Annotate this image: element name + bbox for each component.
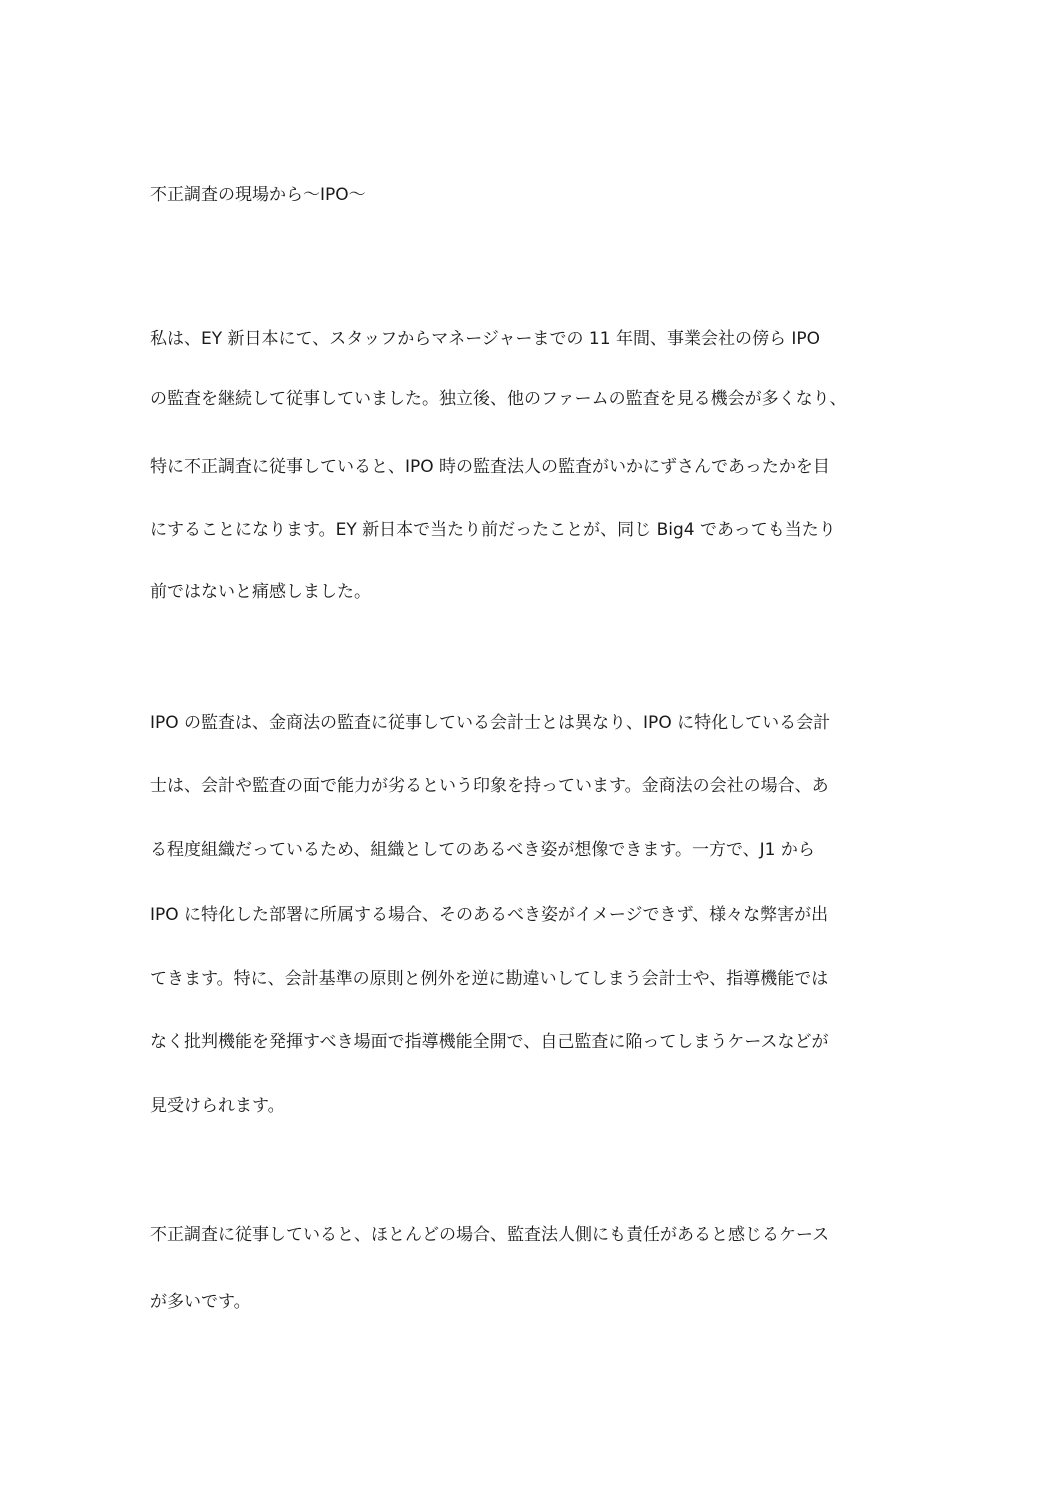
paragraph-1-line-3: 特に不正調査に従事していると、IPO 時の監査法人の監査がいかにずさんであったかを目 — [150, 457, 830, 477]
paragraph-2-line-7: 見受けられます。 — [150, 1096, 285, 1116]
paragraph-3-line-1: 不正調査に従事していると、ほとんどの場合、監査法人側にも責任があると感じるケース — [150, 1225, 830, 1245]
paragraph-1-line-4: にすることになります。EY 新日本で当たり前だったことが、同じ Big4 であっても当たり — [150, 520, 836, 540]
paragraph-3-line-2: が多いです。 — [150, 1292, 251, 1312]
paragraph-2-line-1: IPO の監査は、金商法の監査に従事している会計士とは異なり、IPO に特化している会計 — [150, 713, 831, 733]
document-title: 不正調査の現場から～IPO～ — [150, 185, 366, 205]
paragraph-2-line-5: てきます。特に、会計基準の原則と例外を逆に勘違いしてしまう会計士や、指導機能では — [150, 969, 829, 989]
paragraph-2-line-6: なく批判機能を発揮すべき場面で指導機能全開で、自己監査に陥ってしまうケースなどが — [150, 1032, 829, 1052]
paragraph-1-line-2: の監査を継続して従事していました。独立後、他のファームの監査を見る機会が多くなり、 — [150, 389, 847, 409]
paragraph-1-line-5: 前ではないと痛感しました。 — [150, 582, 371, 602]
paragraph-2-line-3: る程度組織だっているため、組織としてのあるべき姿が想像できます。一方で、J1 から — [150, 840, 815, 860]
paragraph-2-line-4: IPO に特化した部署に所属する場合、そのあるべき姿がイメージできず、様々な弊害が出 — [150, 905, 829, 925]
paragraph-2-line-2: 士は、会計や監査の面で能力が劣るという印象を持っています。金商法の会社の場合、あ — [150, 776, 829, 796]
paragraph-1-line-1: 私は、EY 新日本にて、スタッフからマネージャーまでの 11 年間、事業会社の傍ら IPO — [150, 329, 820, 349]
